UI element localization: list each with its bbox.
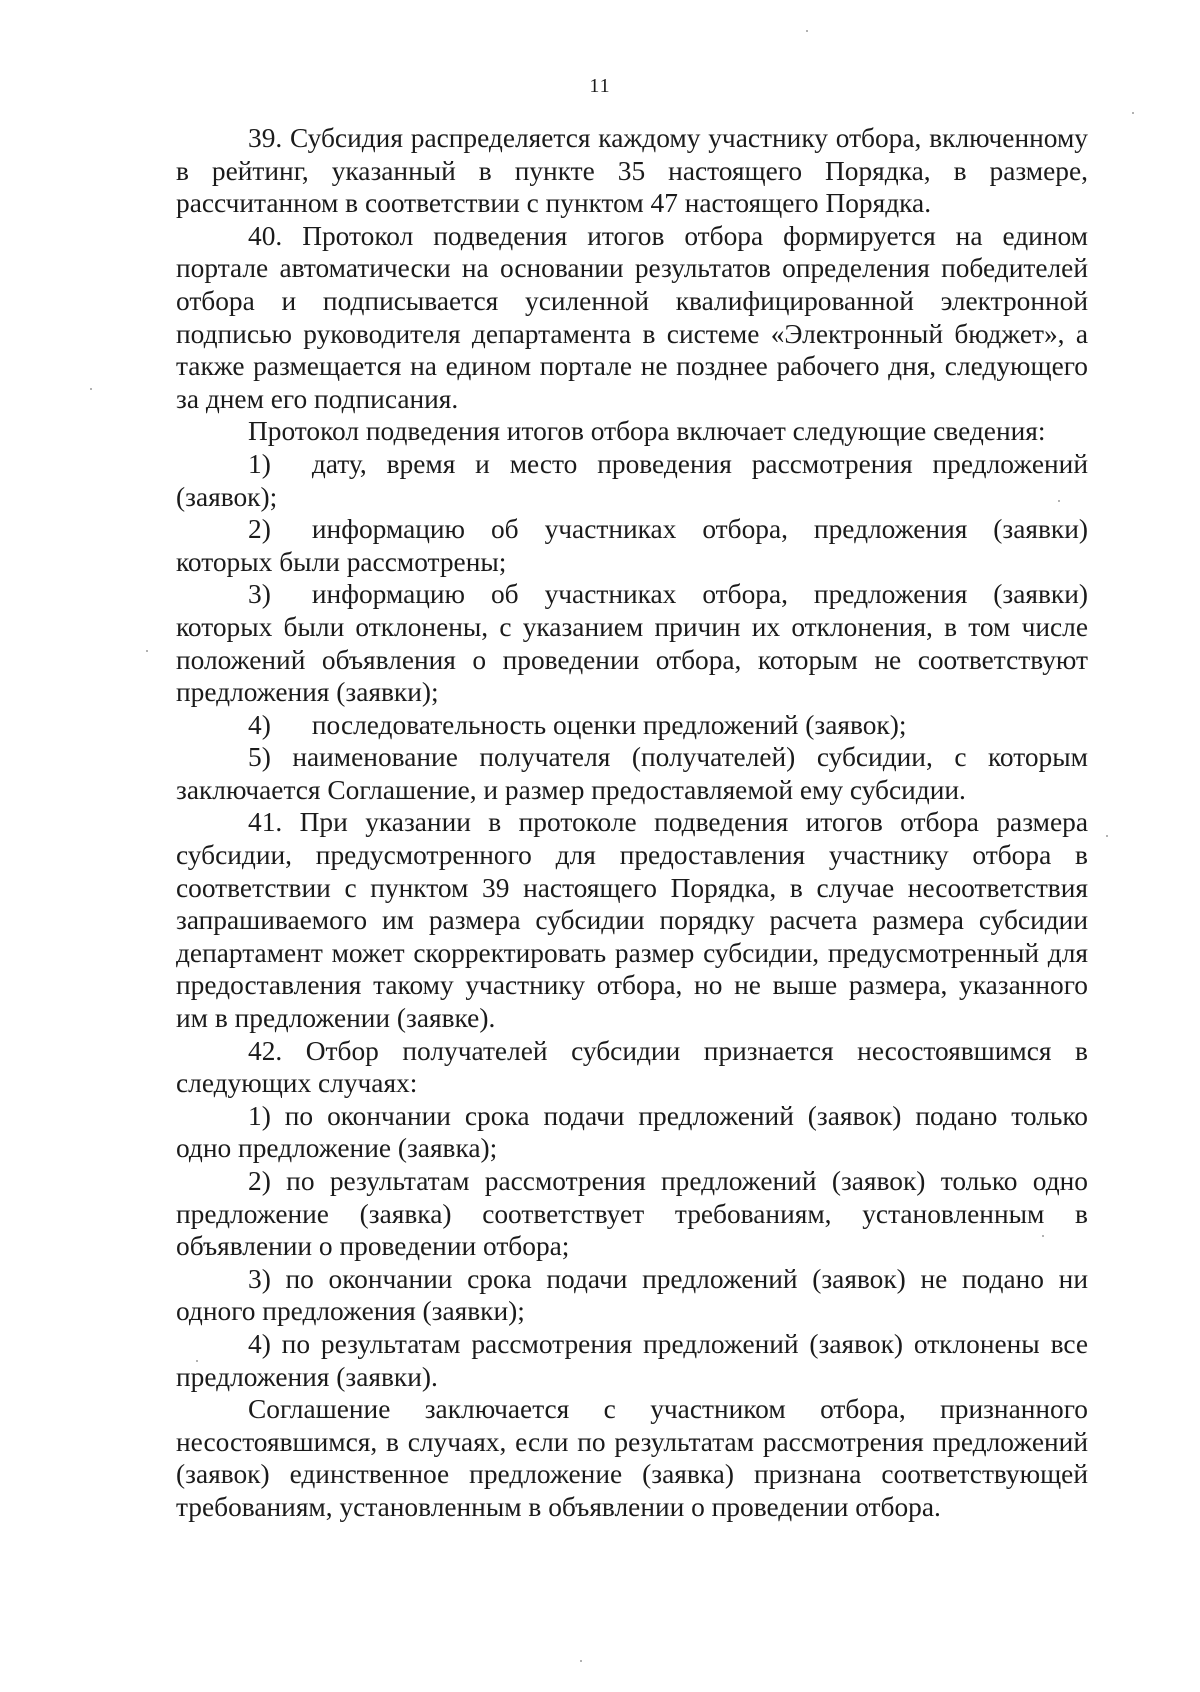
- scan-speck: [1106, 835, 1108, 837]
- scan-speck: [806, 30, 808, 32]
- scan-speck: [146, 650, 148, 652]
- scan-speck: [580, 1660, 582, 1662]
- document-body: [176, 122, 1088, 1524]
- scan-speck: [1042, 1235, 1044, 1237]
- case-item-1: 1) по окончании срока подачи предложений (заявок) подано только одно предложение (заявка);: [176, 1100, 1088, 1164]
- list-item-5: 5) наименование получателя (получателей) субсидии, с которым заключается Соглашение, и размер предоставляемой ему субсидии.: [176, 742, 1088, 805]
- paragraph-42: 42. Отбор получателей субсидии признается несостоявшимся в следующих случаях:: [176, 1035, 1088, 1099]
- list-item-4: 4) последовательность оценки предложений (заявок);: [248, 709, 907, 740]
- paragraph-40: 40. Протокол подведения итогов отбора формируется на едином портале автоматически на основании результатов определения победителей отбора и подписывается усиленной квалифицированной электронной подписью руководителя департамента в системе «Электронный бюджет», а также размещается на едином портале не позднее рабочего дня, следующего за днем его подписания.: [176, 220, 1088, 414]
- paragraph-41: 41. При указании в протоколе подведения итогов отбора размера субсидии, предусмотренного для предоставления участнику отбора в соответствии с пунктом 39 настоящего Порядка, в случае несоответствия запрашиваемого им размера субсидии порядку расчета размера субсидии департамент может скорректировать размер субсидии, предусмотренный для предоставления такому участнику отбора, но не выше размера, указанного им в предложении (заявке).: [176, 807, 1088, 1034]
- list-item-3: 3) информацию об участниках отбора, предложения (заявки) которых были отклонены, с указанием причин их отклонения, в том числе положений объявления о проведении отбора, которым не соответствуют предложения (заявки);: [176, 579, 1088, 708]
- page-number: 11: [589, 75, 611, 97]
- case-item-2: 2) по результатам рассмотрения предложений (заявок) только одно предложение (заявка) соответствует требованиям, установленным в объявлении о проведении отбора;: [176, 1166, 1088, 1262]
- case-item-3: 3) по окончании срока подачи предложений (заявок) не подано ни одного предложения (заявки);: [176, 1263, 1088, 1327]
- list-item-2: 2) информацию об участниках отбора, предложения (заявки) которых были рассмотрены;: [176, 514, 1088, 577]
- case-item-4: 4) по результатам рассмотрения предложений (заявок) отклонены все предложения (заявки).: [176, 1328, 1088, 1392]
- scan-speck: [1058, 500, 1060, 502]
- paragraph-protocol-intro: Протокол подведения итогов отбора включает следующие сведения:: [248, 416, 1046, 447]
- scan-speck: [1132, 112, 1134, 114]
- scan-speck: [90, 388, 92, 390]
- scan-speck: [196, 1360, 198, 1362]
- paragraph-39: 39. Субсидия распределяется каждому участнику отбора, включенному в рейтинг, указанный в пункте 35 настоящего Порядка, в размере, рассчитанном в соответствии с пунктом 47 настоящего Порядка.: [176, 123, 1088, 219]
- list-item-1: 1) дату, время и место проведения рассмотрения предложений (заявок);: [176, 448, 1088, 512]
- paragraph-agreement: Соглашение заключается с участником отбора, признанного несостоявшимся, в случаях, если по результатам рассмотрения предложений (заявок) единственное предложение (заявка) признана соответствующей требованиям, установленным в объявлении о проведении отбора.: [176, 1394, 1088, 1522]
